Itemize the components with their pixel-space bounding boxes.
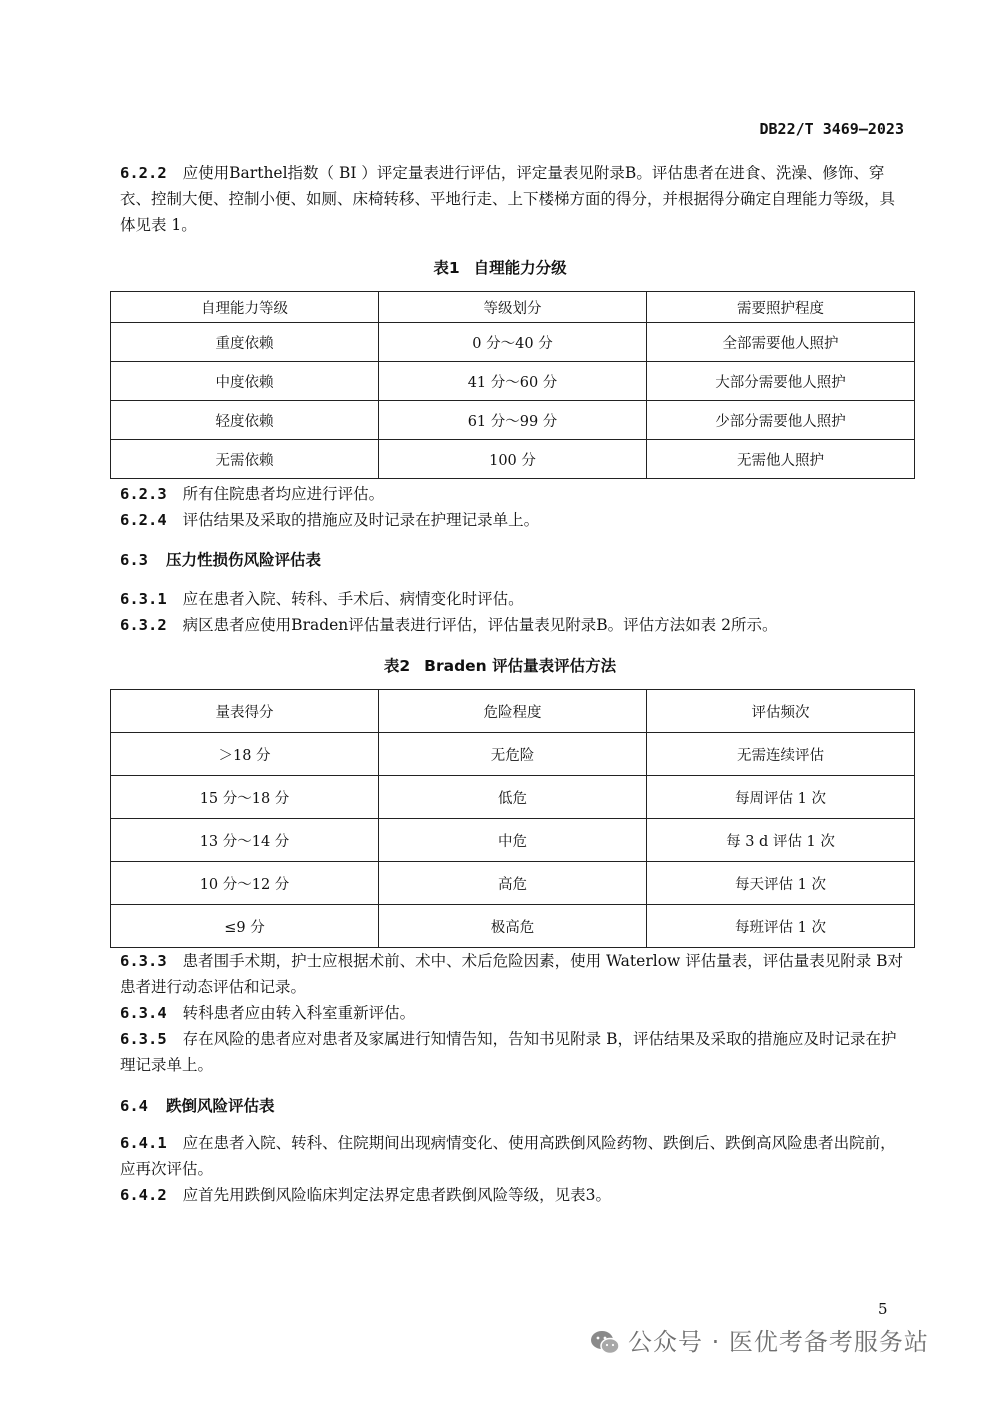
table1-caption-number: 表1 (433, 259, 460, 277)
watermark (590, 1322, 929, 1357)
clause-text: 应在患者入院、转科、手术后、病情变化时评估。 (182, 590, 524, 608)
table2-caption-title: Braden 评估量表评估方法 (424, 657, 617, 675)
table-cell: 重度依赖 (111, 323, 379, 362)
table-row (111, 362, 915, 401)
clause-6-3-3 (120, 948, 905, 1000)
table-header-cell: 评估频次 (647, 690, 915, 733)
table-header-row (111, 690, 915, 733)
table-cell: 无需依赖 (111, 440, 379, 479)
table-cell: 全部需要他人照护 (647, 323, 915, 362)
braden-table (110, 689, 915, 948)
table1-caption-title: 自理能力分级 (473, 259, 567, 277)
table-cell: ＞18 分 (111, 733, 379, 776)
table-cell: 13 分～14 分 (111, 819, 379, 862)
page-number: 5 (878, 1300, 888, 1318)
clause-text: 评估结果及采取的措施应及时记录在护理记录单上。 (182, 511, 540, 529)
clause-number: 6.4.2 (120, 1186, 167, 1204)
clause-number: 6.2.3 (120, 485, 167, 503)
table-cell: 61 分～99 分 (379, 401, 647, 440)
table2-caption (0, 654, 1000, 676)
wechat-icon (590, 1330, 620, 1356)
table-header-cell: 等级划分 (379, 292, 647, 323)
table-cell: 大部分需要他人照护 (647, 362, 915, 401)
table-header-row (111, 292, 915, 323)
section-number: 6.3 (120, 551, 148, 569)
self-care-table (110, 291, 915, 479)
table-cell: 每班评估 1 次 (647, 905, 915, 948)
clause-6-3-5 (120, 1026, 905, 1078)
table-row (111, 401, 915, 440)
clause-6-2-2 (120, 160, 905, 238)
watermark-text: 公众号 · 医优考备考服务站 (628, 1328, 929, 1356)
table-cell: 轻度依赖 (111, 401, 379, 440)
clause-6-4-2 (120, 1182, 905, 1208)
document-number: DB22/T 3469—2023 (759, 120, 904, 138)
table-cell: 100 分 (379, 440, 647, 479)
table-row (111, 733, 915, 776)
table-row (111, 323, 915, 362)
table2-caption-number: 表2 (383, 657, 411, 675)
table-header-cell: 危险程度 (379, 690, 647, 733)
table-row (111, 819, 915, 862)
table-header-cell: 自理能力等级 (111, 292, 379, 323)
table-cell: 41 分～60 分 (379, 362, 647, 401)
clause-text: 应首先用跌倒风险临床判定法界定患者跌倒风险等级，见表3。 (182, 1186, 612, 1204)
table-cell: 每 3 d 评估 1 次 (647, 819, 915, 862)
table-cell: 0 分～40 分 (379, 323, 647, 362)
clause-6-2-3 (120, 481, 905, 507)
section-title: 压力性损伤风险评估表 (166, 551, 322, 569)
clause-number: 6.2.2 (120, 164, 167, 182)
table-cell: 低危 (379, 776, 647, 819)
section-number: 6.4 (120, 1097, 148, 1115)
section-6-4-heading (120, 1094, 275, 1116)
table-row (111, 862, 915, 905)
clause-text: 转科患者应由转入科室重新评估。 (182, 1004, 416, 1022)
clause-text: 应使用Barthel指数（ BI ）评定量表进行评估，评定量表见附录B。评估患者在进食、洗澡、修饰、穿衣、控制大便、控制小便、如厕、床椅转移、平地行走、上下楼梯方面的得分，并根据得分确定自理能力等级，具体见表 1。 (120, 164, 896, 234)
clause-6-3-4 (120, 1000, 905, 1026)
clause-6-3-1 (120, 586, 905, 612)
table-cell: 中危 (379, 819, 647, 862)
table-cell: ≤9 分 (111, 905, 379, 948)
clause-text: 存在风险的患者应对患者及家属进行知情告知，告知书见附录 B，评估结果及采取的措施应及时记录在护理记录单上。 (120, 1030, 897, 1074)
clause-number: 6.4.1 (120, 1134, 167, 1152)
clause-number: 6.2.4 (120, 511, 167, 529)
clause-number: 6.3.2 (120, 616, 167, 634)
table-row (111, 905, 915, 948)
section-6-3-heading (120, 548, 321, 570)
table-cell: 无危险 (379, 733, 647, 776)
table-cell: 每周评估 1 次 (647, 776, 915, 819)
table-header-cell: 量表得分 (111, 690, 379, 733)
table-header-cell: 需要照护程度 (647, 292, 915, 323)
clause-number: 6.3.1 (120, 590, 167, 608)
clause-text: 患者围手术期，护士应根据术前、术中、术后危险因素，使用 Waterlow 评估量表，评估量表见附录 B对患者进行动态评估和记录。 (120, 952, 904, 996)
table-cell: 中度依赖 (111, 362, 379, 401)
clause-6-4-1 (120, 1130, 905, 1182)
table-row (111, 776, 915, 819)
table-cell: 无需连续评估 (647, 733, 915, 776)
clause-text: 病区患者应使用Braden评估量表进行评估，评估量表见附录B。评估方法如表 2所示。 (182, 616, 778, 634)
clause-number: 6.3.3 (120, 952, 167, 970)
clause-6-2-4 (120, 507, 905, 533)
table-cell: 少部分需要他人照护 (647, 401, 915, 440)
table1-caption (0, 256, 1000, 278)
table-cell: 每天评估 1 次 (647, 862, 915, 905)
clause-text: 所有住院患者均应进行评估。 (182, 485, 385, 503)
clause-number: 6.3.4 (120, 1004, 167, 1022)
clause-number: 6.3.5 (120, 1030, 167, 1048)
section-title: 跌倒风险评估表 (166, 1097, 275, 1115)
clause-text: 应在患者入院、转科、住院期间出现病情变化、使用高跌倒风险药物、跌倒后、跌倒高风险患者出院前，应再次评估。 (120, 1134, 896, 1178)
table-row (111, 440, 915, 479)
table-cell: 10 分～12 分 (111, 862, 379, 905)
clause-6-3-2 (120, 612, 905, 638)
table-cell: 极高危 (379, 905, 647, 948)
table-cell: 高危 (379, 862, 647, 905)
table-cell: 无需他人照护 (647, 440, 915, 479)
table-cell: 15 分～18 分 (111, 776, 379, 819)
